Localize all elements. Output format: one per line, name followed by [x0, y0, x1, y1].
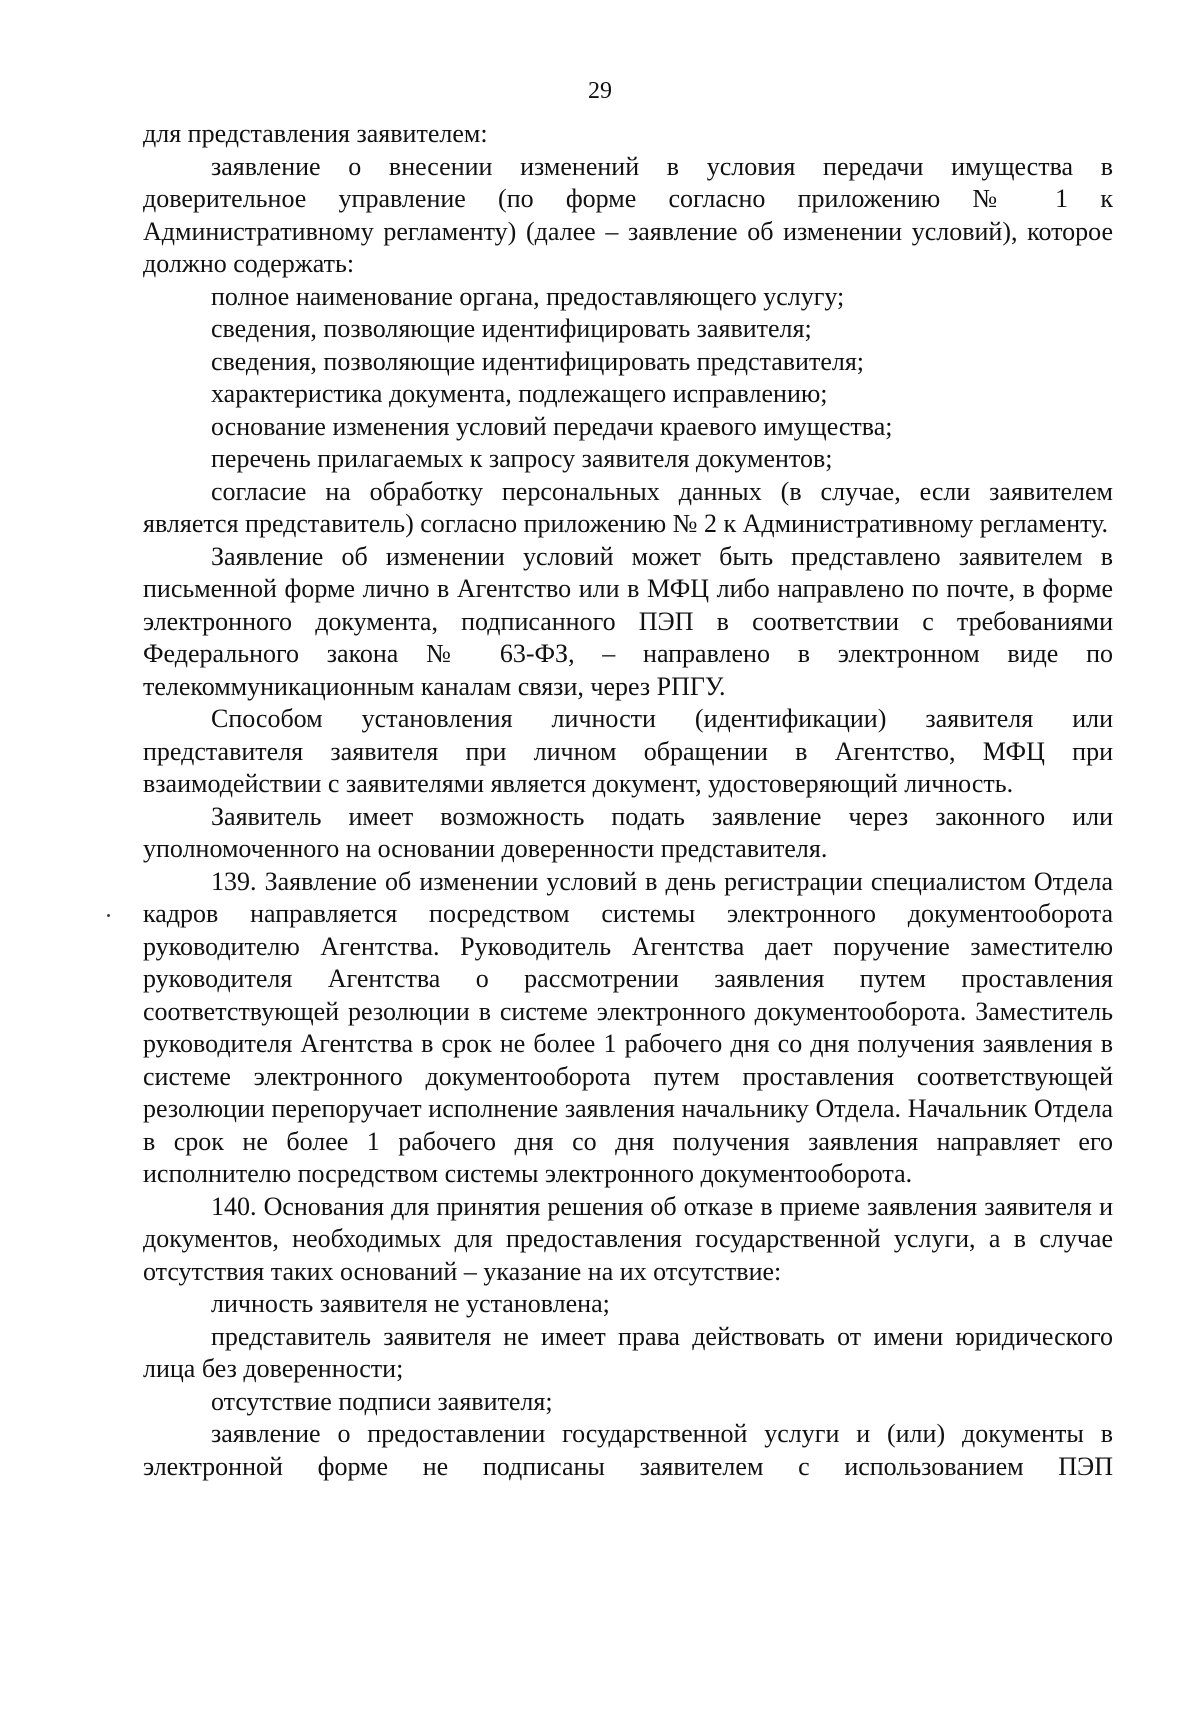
scan-speck — [107, 914, 110, 917]
list-item: основание изменения условий передачи краевого имущества; — [211, 411, 893, 441]
paragraph-139: 139. Заявление об изменении условий в день регистрации специалистом Отдела кадров направляется посредством системы электронного документооборота руководителю Агентства. Руководитель Агентства дает поручение заместителю руководителя Агентства о рассмотрении заявления путем проставления соответствующей резолюции в системе электронного документооборота. Заместитель руководителя Агентства в срок не более 1 рабочего дня со дня получения заявления в системе электронного документооборота путем проставления соответствующей резолюции перепоручает исполнение заявления начальнику Отдела. Начальник Отдела в срок не более 1 рабочего дня со дня получения заявления направляет его исполнителю посредством системы электронного документооборота. — [143, 866, 1113, 1188]
paragraph: заявление о внесении изменений в условия передачи имущества в доверительное управление (по форме согласно приложению № 1 к Административному регламенту) (далее – заявление об изменении условий), которое должно содержать: — [143, 151, 1113, 278]
list-item: сведения, позволяющие идентифицировать представителя; — [211, 346, 865, 376]
list-item: сведения, позволяющие идентифицировать заявителя; — [211, 314, 812, 343]
list-item: личность заявителя не установлена; — [211, 1289, 610, 1318]
list-item: согласие на обработку персональных данных (в случае, если заявителем является представитель) согласно приложению № 2 к Административному регламенту. — [143, 476, 1113, 538]
list-item: отсутствие подписи заявителя; — [211, 1386, 553, 1416]
page-number: 29 — [588, 78, 612, 104]
list-item: перечень прилагаемых к запросу заявителя документов; — [211, 444, 833, 473]
list-item: заявление о предоставлении государственной услуги и (или) документы в электронной форме не подписаны заявителем с использованием ПЭП — [143, 1419, 1113, 1481]
document-body — [143, 118, 1113, 1483]
paragraph: Способом установления личности (идентификации) заявителя или представителя заявителя при личном обращении в Агентство, МФЦ при взаимодействии с заявителями является документ, удостоверяющий личность. — [143, 704, 1113, 798]
paragraph: для представления заявителем: — [143, 119, 488, 148]
paragraph-140: 140. Основания для принятия решения об отказе в приеме заявления заявителя и документов, необходимых для предоставления государственной услуги, а в случае отсутствия таких оснований – указание на их отсутствие: — [143, 1191, 1113, 1286]
list-item: полное наименование органа, предоставляющего услугу; — [211, 281, 845, 311]
paragraph: Заявитель имеет возможность подать заявление через законного или уполномоченного на основании доверенности представителя. — [143, 801, 1113, 863]
list-item: представитель заявителя не имеет права действовать от имени юридического лица без доверенности; — [143, 1321, 1113, 1383]
paragraph: Заявление об изменении условий может быть представлено заявителем в письменной форме лично в Агентство или в МФЦ либо направлено по почте, в форме электронного документа, подписанного ПЭП в соответствии с требованиями Федерального закона № 63-ФЗ, – направлено в электронном виде по телекоммуникационным каналам связи, через РПГУ. — [143, 541, 1113, 701]
list-item: характеристика документа, подлежащего исправлению; — [211, 379, 828, 408]
